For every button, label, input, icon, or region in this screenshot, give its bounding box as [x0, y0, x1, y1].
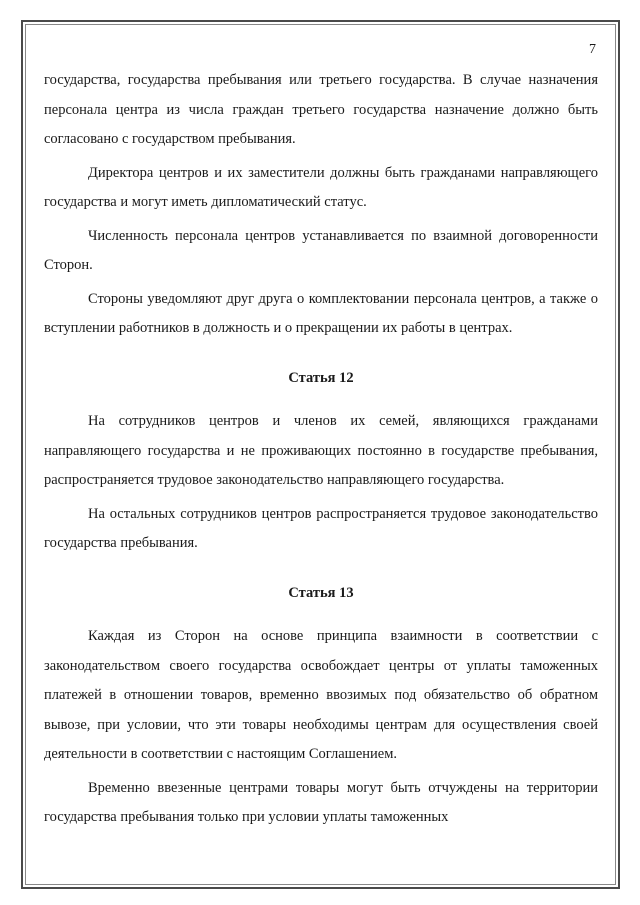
paragraph: Стороны уведомляют друг друга о комплектовании персонала центров, а также о вступлении работников в должность и о прекращении их работы в центрах. [44, 290, 598, 336]
article-13-heading: Статья 13 [288, 584, 354, 601]
article-12-paragraph: На остальных сотрудников центров распространяется трудовое законодательство государства пребывания. [44, 505, 598, 551]
paragraph: Директора центров и их заместители должны быть гражданами направляющего государства и могут иметь дипломатический статус. [44, 164, 598, 210]
document-body [44, 66, 598, 837]
article-13-paragraph: Временно ввезенные центрами товары могут быть отчуждены на территории государства пребывания только при условии уплаты таможенных [44, 779, 598, 825]
article-13-paragraph: Каждая из Сторон на основе принципа взаимности в соответствии с законодательством своего государства освобождает центры от уплаты таможенных платежей в отношении товаров, временно ввозимых под обязательство об обратном вывозе, при условии, что эти товары необходимы центрам для осуществления своей деятельности в соответствии с настоящим Соглашением. [44, 628, 598, 762]
paragraph-continuation: государства, государства пребывания или третьего государства. В случае назначения персонала центра из числа граждан третьего государства назначение должно быть согласовано с государством пребывания. [44, 72, 598, 147]
article-12-heading: Статья 12 [288, 369, 354, 386]
paragraph: Численность персонала центров устанавливается по взаимной договоренности Сторон. [44, 227, 598, 273]
article-12-paragraph: На сотрудников центров и членов их семей, являющихся гражданами направляющего государства и не проживающих постоянно в государстве пребывания, распространяется трудовое законодательство направляющего государства. [44, 413, 598, 488]
page-number: 7 [589, 42, 596, 57]
